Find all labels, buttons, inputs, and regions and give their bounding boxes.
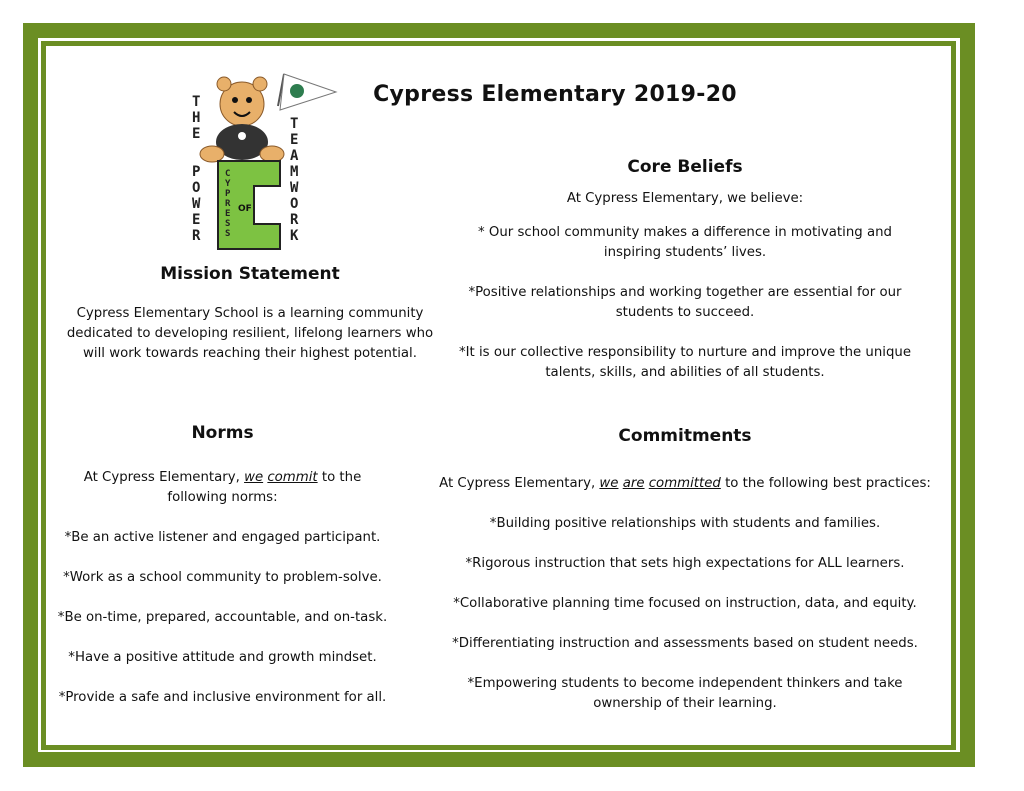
belief-item: *Positive relationships and working together are essential for our students to succeed. [468, 285, 902, 320]
svg-text:E: E [192, 212, 201, 228]
norms-intro: At Cypress Elementary, we commit to the following norms: [83, 470, 362, 505]
svg-text:Y: Y [225, 179, 231, 189]
svg-text:OF: OF [238, 204, 252, 214]
commitment-item: *Collaborative planning time focused on instruction, data, and equity. [453, 596, 917, 611]
belief-item: *It is our collective responsibility to nurture and improve the unique talents, skills, and abilities of all students. [458, 345, 912, 380]
norm-item: *Work as a school community to problem-solve. [63, 570, 382, 585]
norms-section [50, 423, 395, 708]
mission-heading: Mission Statement [160, 264, 340, 284]
norm-item: *Be an active listener and engaged participant. [64, 530, 381, 545]
svg-text:E: E [225, 209, 231, 219]
svg-text:R: R [192, 228, 201, 244]
commitment-item: *Differentiating instruction and assessments based on student needs. [452, 636, 918, 651]
page-title: Cypress Elementary 2019-20 [373, 82, 737, 107]
svg-text:T: T [290, 116, 299, 132]
mission-body: Cypress Elementary School is a learning community dedicated to developing resilient, lifelong learners who will work towards reaching their highest potential. [66, 306, 434, 361]
svg-text:R: R [290, 212, 299, 228]
svg-text:R: R [225, 199, 231, 209]
svg-text:P: P [225, 189, 231, 199]
commitment-item: *Empowering students to become independent thinkers and take ownership of their learning. [467, 676, 903, 711]
svg-text:O: O [290, 196, 299, 212]
mission-section [50, 264, 450, 364]
commitments-heading: Commitments [618, 426, 752, 446]
norm-item: *Be on-time, prepared, accountable, and on-task. [57, 610, 388, 625]
svg-text:W: W [192, 196, 201, 212]
commitments-section [425, 426, 945, 714]
core-beliefs-intro: At Cypress Elementary, we believe: [566, 191, 804, 206]
svg-text:E: E [290, 132, 299, 148]
norms-heading: Norms [191, 423, 254, 443]
belief-item: * Our school community makes a difference in motivating and inspiring students’ lives. [478, 225, 892, 260]
svg-text:E: E [192, 126, 201, 142]
svg-text:M: M [290, 164, 299, 180]
bear-mascot-icon [180, 66, 340, 256]
core-beliefs-section [440, 157, 930, 383]
svg-text:T: T [192, 94, 201, 110]
svg-text:W: W [290, 180, 299, 196]
svg-text:K: K [290, 228, 299, 244]
norm-item: *Provide a safe and inclusive environment for all. [58, 690, 387, 705]
svg-text:S: S [225, 229, 231, 239]
core-beliefs-heading: Core Beliefs [627, 157, 743, 177]
svg-text:P: P [192, 164, 201, 180]
commitments-intro: At Cypress Elementary, we are committed to the following best practices: [439, 476, 931, 491]
commitment-item: *Building positive relationships with students and families. [489, 516, 881, 531]
norm-item: *Have a positive attitude and growth mindset. [68, 650, 377, 665]
svg-text:S: S [225, 219, 231, 229]
svg-text:O: O [192, 180, 201, 196]
school-logo [180, 66, 340, 256]
commitment-item: *Rigorous instruction that sets high expectations for ALL learners. [465, 556, 905, 571]
svg-text:H: H [192, 110, 201, 126]
svg-text:A: A [290, 148, 299, 164]
svg-text:C: C [225, 169, 231, 179]
